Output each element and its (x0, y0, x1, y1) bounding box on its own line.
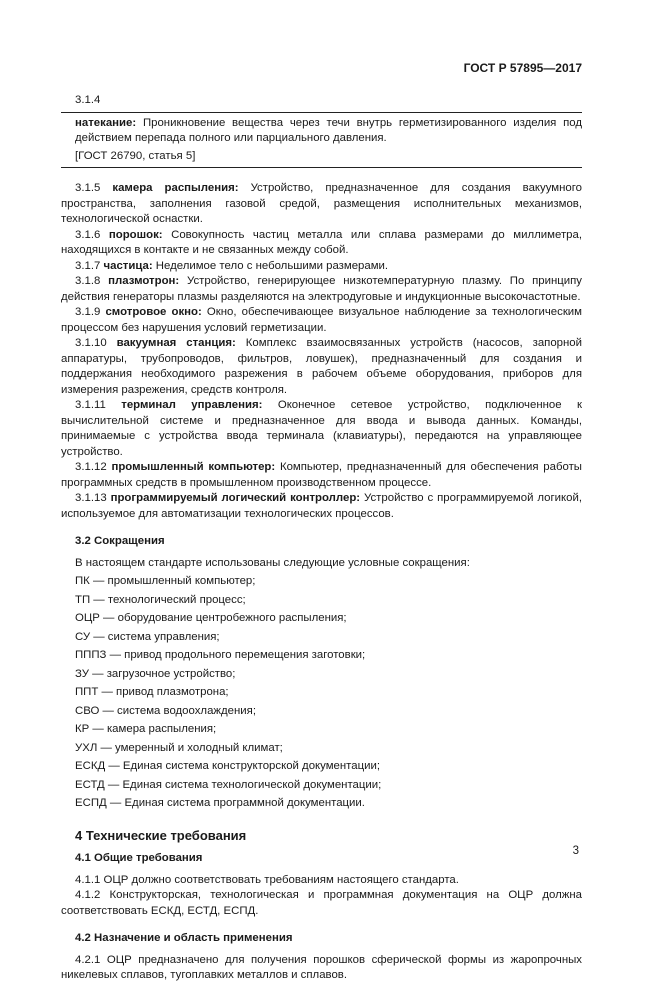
section-heading-4-2: 4.2 Назначение и область применения (75, 932, 293, 944)
paragraph-4-2-1: 4.2.1 ОЦР предназначено для получения порошков сферической формы из жаропрочных никелевых сплавов, тугоплавких металлов и сплавов. (61, 953, 582, 981)
term-name: терминал управления: (121, 399, 263, 411)
term-paragraph: 3.1.9 смотровое окно: Окно, обеспечивающее визуальное наблюдение за технологическим процессом без нарушения условий герметизации. (61, 306, 583, 334)
term-name: натекание: (75, 116, 137, 129)
paragraph-4-1-2: 4.1.2 Конструкторская, технологическая и программная документация на ОЦР должна соответствовать ЕСКД, ЕСТД, ЕСПД. (61, 889, 582, 917)
list-item: ППТ — привод плазмотрона; (75, 686, 229, 698)
list-item: ЕСКД — Единая система конструкторской документации; (75, 760, 381, 772)
page-content (61, 93, 582, 984)
term-text: Проникновение вещества через течи внутрь герметизированного изделия под действием перепада полного или парциального давления. (75, 116, 582, 144)
list-item: СУ — система управления; (75, 630, 220, 643)
abbreviations-list (61, 574, 582, 812)
term-name: порошок: (108, 228, 163, 241)
term-definition (75, 116, 582, 147)
term-name: камера распыления: (112, 182, 239, 194)
term-source: [ГОСТ 26790, статья 5] (75, 149, 196, 162)
list-item: ЕСТД — Единая система технологической документации; (75, 778, 382, 791)
list-item: ЗУ — загрузочное устройство; (75, 667, 236, 680)
term-name: плазмотрон: (108, 275, 180, 287)
page-number: 3 (572, 845, 579, 857)
term-paragraph: 3.1.8 плазмотрон: Устройство, генерирующее низкотемпературную плазму. По принципу действия генераторы плазмы разделяются на электродуговые и индукционные высокочастотные. (61, 275, 582, 303)
term-paragraph: 3.1.5 камера распыления: Устройство, предназначенное для создания вакуумного пространства, заполнения газовой средой, размещения исполнительных механизмов, технологической оснастки. (61, 182, 582, 225)
term-paragraph: 3.1.11 терминал управления: Оконечное сетевое устройство, подключенное к вычислительной системе и предназначенное для ввода и вывода данных. Команды, принимаемые с устройства ввода терминала (клавиатуры), передаются на управляющее устройство. (61, 399, 582, 458)
term-name: программируемый логический контроллер: (110, 492, 361, 504)
term-paragraph: 3.1.6 порошок: Совокупность частиц металла или сплава размерами до миллиметра, находящихся в контакте и не связанных между собой. (61, 228, 582, 256)
list-item: ТП — технологический процесс; (75, 593, 246, 606)
document-code: ГОСТ Р 57895—2017 (463, 61, 582, 75)
list-item: КР — камера распыления; (75, 723, 217, 735)
term-name: промышленный компьютер: (111, 461, 276, 473)
term-paragraph: 3.1.10 вакуумная станция: Комплекс взаимосвязанных устройств (насосов, запорной аппаратуры, трубопроводов, фильтров, ловушек), предназначенный для создания и поддержания необходимого разрежения в рабочем объеме оборудования, приборов для измерения разрежения, средств контроля. (61, 337, 582, 396)
term-definition-box (61, 112, 582, 169)
list-item: СВО — система водоохлаждения; (75, 704, 256, 717)
list-item: ОЦР — оборудование центробежного распыления; (75, 612, 347, 624)
term-paragraph: 3.1.7 частица: Неделимое тело с небольшими размерами. (75, 259, 389, 272)
term-name: частица: (103, 259, 153, 272)
list-item: ПК — промышленный компьютер; (75, 575, 256, 587)
list-item: ЕСПД — Единая система программной документации. (75, 797, 365, 809)
paragraph-4-1-1: 4.1.1 ОЦР должно соответствовать требованиям настоящего стандарта. (75, 873, 459, 886)
list-item: УХЛ — умеренный и холодный климат; (75, 741, 283, 754)
abbreviations-intro: В настоящем стандарте использованы следующие условные сокращения: (75, 556, 470, 569)
section-heading-3-2: 3.2 Сокращения (75, 535, 165, 547)
term-paragraph: 3.1.13 программируемый логический контроллер: Устройство с программируемой логикой, используемое для автоматизации технологических процессов. (61, 492, 582, 520)
term-name: вакуумная станция: (116, 337, 236, 349)
term-name: смотровое окно: (105, 306, 202, 318)
term-paragraph: 3.1.12 промышленный компьютер: Компьютер, предназначенный для обеспечения работы программных средств в промышленном производственном процессе. (61, 461, 582, 489)
section-heading-4-1: 4.1 Общие требования (75, 852, 203, 864)
term-number: 3.1.4 (75, 94, 101, 106)
section-heading-4: 4 Технические требования (75, 827, 247, 843)
list-item: ПППЗ — привод продольного перемещения заготовки; (75, 649, 366, 661)
